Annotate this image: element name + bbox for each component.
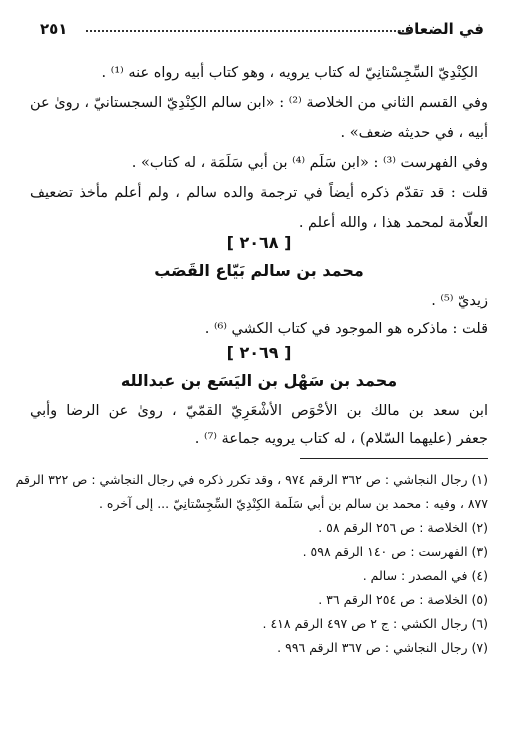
entry-line: قلت : ماذكره هو الموجود في كتاب الكشي ⁽⁶⁾ .: [204, 321, 488, 337]
page-number: ٢٥١: [40, 20, 68, 38]
footnote-separator: [300, 458, 488, 459]
body-line: العلّامة لمحمد هذا ، والله أعلم .: [298, 215, 488, 231]
entry-number: [ ٢٠٦٩ ]: [226, 343, 292, 362]
footnote: ٨٧٧ ، وفيه : محمد بن سالم بن أبي سَلَمة الكِنْدِيّ السِّجِسْتانِيّ ... إلى آخره .: [98, 496, 488, 511]
footnote: (٢) الخلاصة : ص ٢٥٦ الرقم ٥٨ .: [318, 520, 488, 535]
body-line: الكِنْدِيّ السِّجِسْتانِيّ له كتاب يرويه ، وهو كتاب أبيه رواه عنه ⁽¹⁾ .: [101, 65, 478, 81]
footnote: (٣) الفهرست : ص ١٤٠ الرقم ٥٩٨ .: [302, 544, 488, 559]
entry-line: زيديّ ⁽⁵⁾ .: [431, 293, 488, 309]
body-line: وفي القسم الثاني من الخلاصة ⁽²⁾ : «ابن سالم الكِنْدِيّ السجستانيّ ، روىٰ عن: [30, 95, 488, 111]
header-dotted-leader: [86, 30, 412, 32]
footnote: (١) رجال النجاشي : ص ٣٦٢ الرقم ٩٧٤ ، وقد تكرر ذكره في رجال النجاشي : ص ٣٢٢ الرقم: [15, 472, 488, 487]
body-line: قلت : قد تقدّم ذكره أيضاً في ترجمة والده سالم ، ولم أعلم مأخذ تضعيف: [30, 185, 488, 201]
entry-title: محمد بن سالم بَيّاع القَصَب: [154, 261, 364, 280]
body-line: أبيه ، في حديثه ضعف» .: [340, 125, 488, 141]
running-header: [40, 20, 484, 42]
body-line: وفي الفهرست ⁽³⁾ : «ابن سَلَم ⁽⁴⁾ بن أبي سَلَمَة ، له كتاب» .: [131, 155, 488, 171]
footnote: (٦) رجال الكشي : ج ٢ ص ٤٩٧ الرقم ٤١٨ .: [262, 616, 488, 631]
header-title: في الضعاف: [396, 20, 484, 38]
entry-title: محمد بن سَهْل بن اليَسَع بن عبدالله: [120, 371, 398, 390]
entry-line: جعفر (عليهما السّلام) ، له كتاب يرويه جماعة ⁽⁷⁾ .: [194, 431, 488, 447]
footnote: (٤) في المصدر : سالم .: [362, 568, 488, 583]
entry-line: ابن سعد بن مالك بن الأحْوَص الأشْعَرِيّ القمّيّ ، روىٰ عن الرضا وأبي: [30, 403, 488, 419]
entry-number: [ ٢٠٦٨ ]: [226, 233, 292, 252]
footnote: (٥) الخلاصة : ص ٢٥٤ الرقم ٣٦ .: [318, 592, 488, 607]
footnote: (٧) رجال النجاشي : ص ٣٦٧ الرقم ٩٩٦ .: [277, 640, 488, 655]
